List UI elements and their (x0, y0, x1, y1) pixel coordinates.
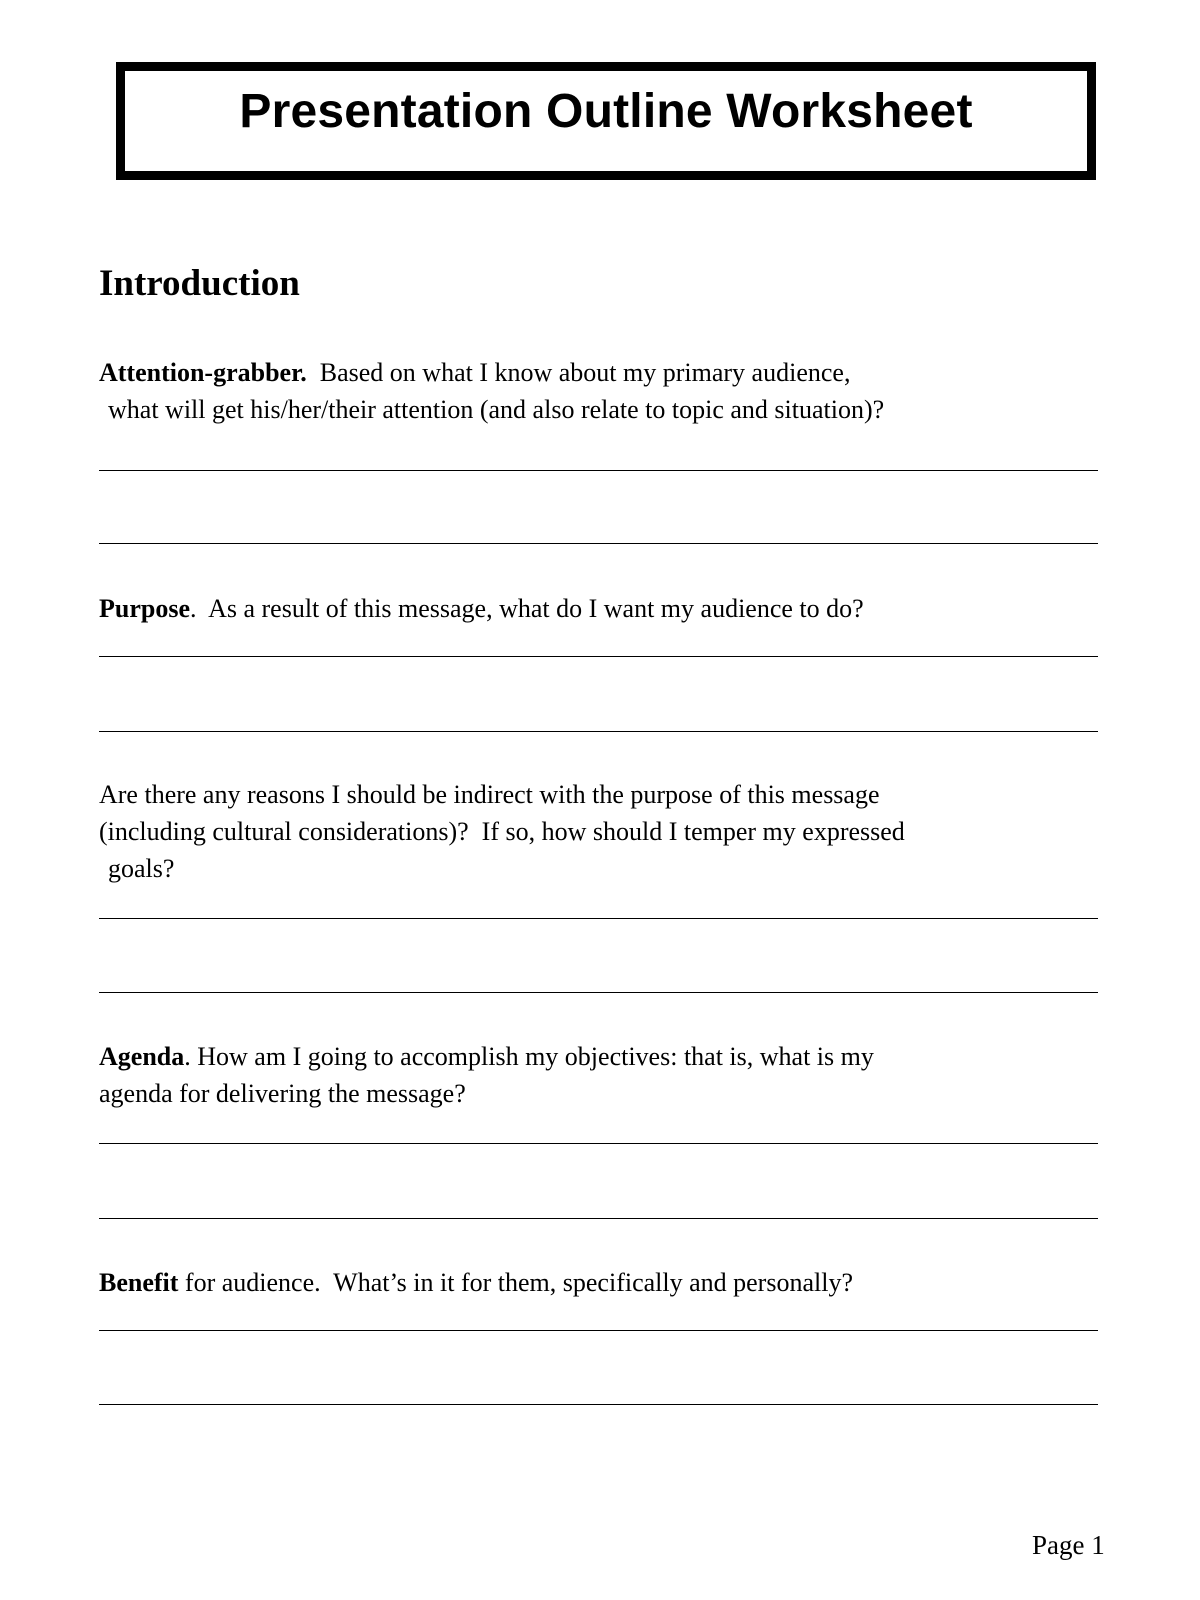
answer-line-indirect-2[interactable] (99, 992, 1098, 993)
answer-line-indirect-1[interactable] (99, 918, 1098, 919)
answer-line-benefit-2[interactable] (99, 1404, 1098, 1405)
purpose-text: . As a result of this message, what do I want my audience to do? (190, 594, 864, 623)
agenda-prompt (99, 1038, 1099, 1112)
answer-line-agenda-2[interactable] (99, 1218, 1098, 1219)
answer-line-benefit-1[interactable] (99, 1330, 1098, 1331)
page-title: Presentation Outline Worksheet (239, 84, 973, 138)
answer-line-purpose-2[interactable] (99, 731, 1098, 732)
agenda-text-line1: . How am I going to accomplish my objectives: that is, what is my (184, 1042, 874, 1071)
answer-line-agenda-1[interactable] (99, 1143, 1098, 1144)
indirect-text-line2: (including cultural considerations)? If so, how should I temper my expressed (99, 817, 905, 846)
page-number: Page 1 (1032, 1530, 1105, 1560)
attention-prompt (99, 354, 1099, 428)
indirect-text-line3: goals? (108, 854, 175, 883)
section-heading: Introduction (99, 263, 300, 304)
benefit-prompt (99, 1264, 1099, 1301)
answer-line-attention-2[interactable] (99, 543, 1098, 544)
attention-label: Attention-grabber. (99, 358, 307, 387)
agenda-label: Agenda (99, 1042, 185, 1071)
agenda-text-line2: agenda for delivering the message? (99, 1079, 466, 1108)
purpose-label: Purpose (99, 594, 190, 623)
indirect-prompt (99, 776, 1099, 887)
answer-line-attention-1[interactable] (99, 470, 1098, 471)
title-box (116, 62, 1096, 180)
benefit-label: Benefit (99, 1268, 179, 1297)
attention-text-line2: what will get his/her/their attention (and also relate to topic and situation)? (108, 395, 885, 424)
purpose-prompt (99, 590, 1099, 627)
answer-line-purpose-1[interactable] (99, 656, 1098, 657)
indirect-text-line1: Are there any reasons I should be indirect with the purpose of this message (99, 780, 880, 809)
benefit-text: for audience. What’s in it for them, specifically and personally? (178, 1268, 853, 1297)
attention-text-line1: Based on what I know about my primary audience, (306, 358, 851, 387)
